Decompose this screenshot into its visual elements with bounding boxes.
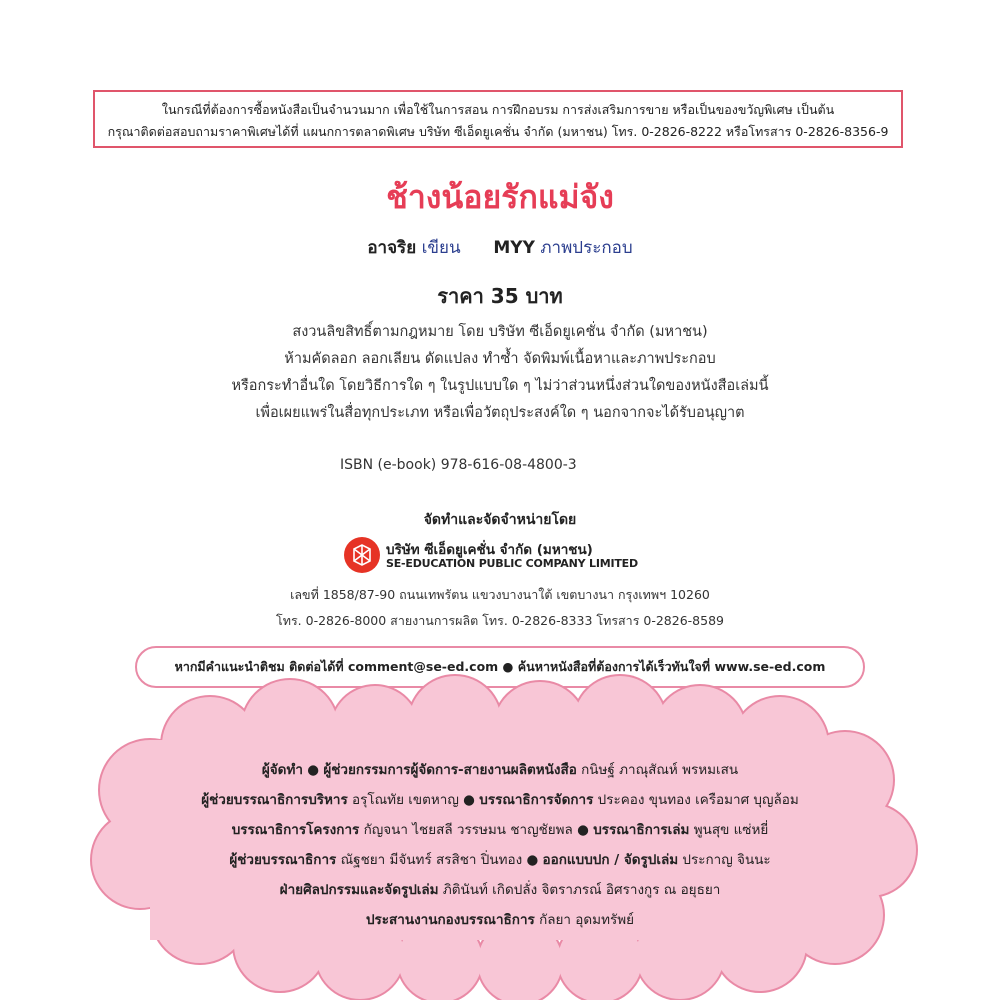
illustrator-name: MYY	[493, 238, 535, 258]
isbn: ISBN (e-book) 978-616-08-4800-3	[340, 457, 577, 473]
staff-names: ภิตินันท์ เกิดปลั่ง จิตราภรณ์ อิศรางกูร ณ อยุธยา	[438, 882, 721, 898]
staff-role: ประสานงานกองบรรณาธิการ	[365, 912, 535, 928]
copyright-line: หรือกระทำอื่นใด โดยวิธีการใด ๆ ในรูปแบบใด ๆ ไม่ว่าส่วนหนึ่งส่วนใดของหนังสือเล่มนี้	[231, 378, 769, 394]
staff-role: ผู้ช่วยบรรณาธิการบริหาร	[201, 792, 348, 808]
staff-role: ผู้จัดทำ	[261, 762, 303, 778]
address-line: เลขที่ 1858/87-90 ถนนเทพรัตน แขวงบางนาใต้ เขตบางนา กรุงเทพฯ 10260	[290, 587, 710, 602]
staff-role: ฝ่ายศิลปกรรมและจัดรูปเล่ม	[279, 882, 439, 898]
staff-names: อรุโณทัย เขตหาญ	[347, 792, 459, 808]
staff-role: บรรณาธิการจัดการ	[479, 792, 594, 808]
staff-line-1	[0, 755, 1000, 785]
staff-role: ผู้ช่วยกรรมการผู้จัดการ-สายงานผลิตหนังสือ	[323, 762, 577, 778]
staff-role: บรรณาธิการโครงการ	[231, 822, 360, 838]
staff-separator: ●	[302, 762, 324, 778]
author-role: เขียน	[421, 238, 461, 258]
book-title: ช้างน้อยรักแม่จัง	[386, 178, 614, 216]
publisher-name-english: SE-EDUCATION PUBLIC COMPANY LIMITED	[386, 557, 638, 570]
copyright-line: เพื่อเผยแพร่ในสื่อทุกประเภท หรือเพื่อวัตถุประสงค์ใด ๆ นอกจากจะได้รับอนุญาต	[255, 405, 745, 421]
staff-role: บรรณาธิการเล่ม	[593, 822, 690, 838]
staff-credits	[0, 755, 1000, 935]
book-price: ราคา 35 บาท	[437, 284, 563, 308]
staff-separator: ●	[458, 792, 480, 808]
distribution-label: จัดทำและจัดจำหน่ายโดย	[423, 512, 577, 528]
notice-line-1: ในกรณีที่ต้องการซื้อหนังสือเป็นจำนวนมาก เพื่อใช้ในการสอน การฝึกอบรม การส่งเสริมการขาย หรือเป็นของขวัญพิเศษ เป็นต้น	[161, 102, 835, 117]
staff-names: กนิษฐ์ ภาณุสัณห์ พรหมเสน	[576, 762, 739, 778]
staff-names: กัลยา อุดมทรัพย์	[534, 912, 635, 928]
staff-separator: ●	[522, 852, 543, 868]
staff-role: ผู้ช่วยบรรณาธิการ	[229, 852, 337, 868]
copyright-line: ห้ามคัดลอก ลอกเลียน ดัดแปลง ทำซ้ำ จัดพิมพ์เนื้อหาและภาพประกอบ	[284, 351, 716, 367]
staff-line-2	[0, 785, 1000, 815]
staff-separator: ●	[572, 822, 594, 838]
contact-bar: หากมีคำแนะนำติชม ติดต่อได้ที่ comment@se-ed.com ● ค้นหาหนังสือที่ต้องการได้เร็วทันใจที่ www.se-ed.com	[135, 646, 865, 688]
staff-names: ประกาญ จินนะ	[678, 852, 771, 868]
staff-line-6	[0, 905, 1000, 935]
staff-names: กัญจนา ไชยสลี วรรษมน ชาญชัยพล	[359, 822, 573, 838]
author-name: อาจริย	[367, 238, 417, 258]
staff-names: ประคอง ขุนทอง เครือมาศ บุญล้อม	[593, 792, 799, 808]
staff-line-5	[0, 875, 1000, 905]
notice-line-2: กรุณาติดต่อสอบถามราคาพิเศษได้ที่ แผนกการตลาดพิเศษ บริษัท ซีเอ็ดยูเคชั่น จำกัด (มหาชน) โทร. 0-2826-8222 หรือโทรสาร 0-2826-8356-9	[107, 124, 889, 139]
staff-role: ออกแบบปก / จัดรูปเล่ม	[542, 852, 679, 868]
phone-line: โทร. 0-2826-8000 สายงานการผลิต โทร. 0-2826-8333 โทรสาร 0-2826-8589	[276, 613, 724, 628]
staff-names: พูนสุข แซ่หยี่	[689, 822, 769, 838]
staff-names: ณัฐชยา มีจันทร์ สรสิชา ปิ่นทอง	[336, 852, 523, 868]
staff-line-3	[0, 815, 1000, 845]
copyright-line: สงวนลิขสิทธิ์ตามกฎหมาย โดย บริษัท ซีเอ็ดยูเคชั่น จำกัด (มหาชน)	[292, 324, 708, 340]
staff-line-4	[0, 845, 1000, 875]
publisher-name-thai: บริษัท ซีเอ็ดยูเคชั่น จำกัด (มหาชน)	[386, 542, 593, 558]
illustrator-role: ภาพประกอบ	[540, 238, 633, 258]
